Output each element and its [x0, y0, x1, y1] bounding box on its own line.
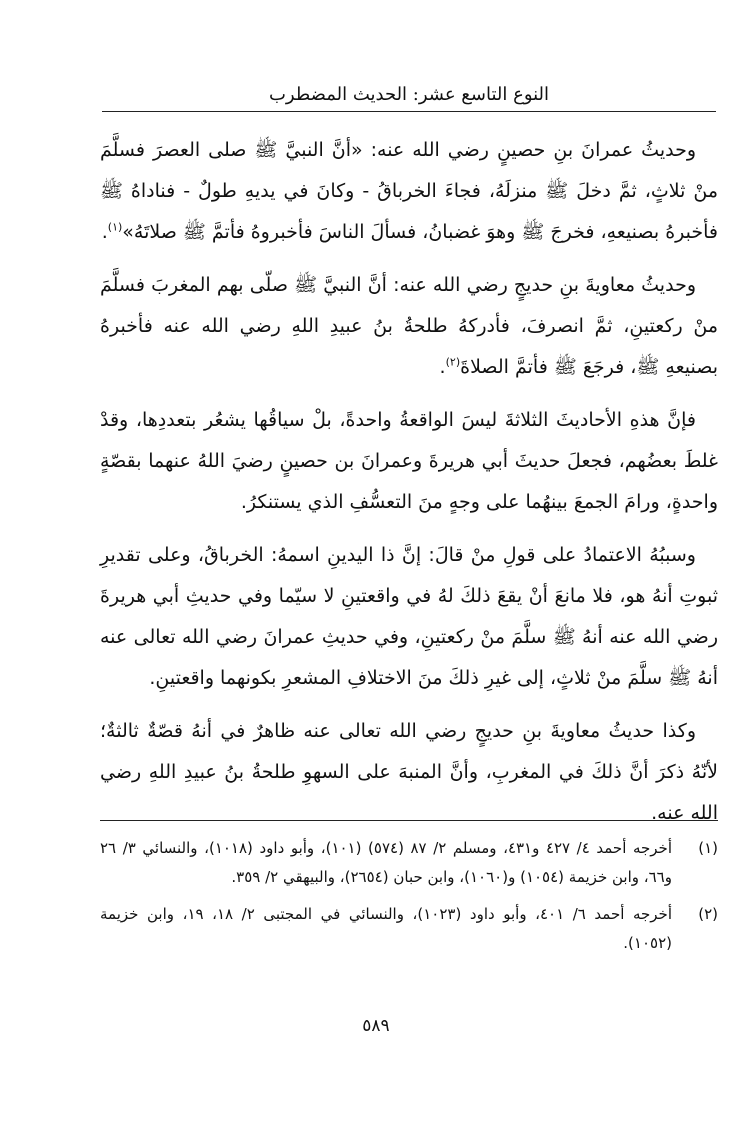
header-rule — [102, 111, 716, 112]
body-text — [100, 130, 718, 834]
paragraph-1-text: وحديثُ عمرانَ بنِ حصينٍ رضي الله عنه: «أنَّ النبيَّ ﷺ صلى العصرَ فسلَّمَ منْ ثلاثٍ، ثمَّ دخلَ ﷺ منزلَهُ، فجاءَ الخرباقُ - وكانَ في يديهِ طولٌ - فناداهُ ﷺ فأخبرهُ بصنيعهِ، فخرجَ ﷺ وهوَ غضبانُ، فسألَ الناسَ فأخبروهُ فأتمَّ ﷺ صلاتَهُ» — [100, 139, 718, 243]
paragraph-2-end: . — [439, 356, 446, 378]
paragraph-3: فإنَّ هذهِ الأحاديثَ الثلاثةَ ليسَ الواقعةُ واحدةً، بلْ سياقُها يشعُر بتعددِها، وقدْ غلطَ بعضُهم، فجعلَ حديثَ أبي هريرةَ وعمرانَ بن حصينٍ رضيَ اللهُ عنهما بقصّةٍ واحدةٍ، ورامَ الجمعَ بينهُما على وجهٍ منَ التعسُّفِ الذي يستنكرُ. — [100, 409, 718, 513]
footnote-rule — [100, 820, 718, 821]
paragraph-2-text: وحديثُ معاويةَ بنِ حديجٍ رضي الله عنه: أنَّ النبيَّ ﷺ صلّى بهم المغربَ فسلَّمَ منْ ركعتينِ، ثمَّ انصرفَ، فأدركهُ طلحةُ بنُ عبيدِ اللهِ رضي الله عنه فأخبرهُ بصنيعهِ ﷺ، فرجَعَ ﷺ فأتمَّ الصلاةَ — [100, 274, 718, 378]
paragraph-5: وكذا حديثُ معاويةَ بنِ حديجٍ رضي الله تعالى عنه ظاهرٌ في أنهُ قصّةٌ ثالثةٌ؛ لأنّهُ ذكرَ أنَّ ذلكَ في المغربِ، وأنَّ المنبهَ على السهوِ طلحةُ بنُ عبيدِ اللهِ رضي الله عنه. — [100, 720, 718, 824]
footnotes — [100, 834, 718, 966]
running-header: النوع التاسع عشر: الحديث المضطرب — [268, 84, 550, 105]
footnote-1-number: (١) — [698, 839, 718, 857]
paragraph-1-end: . — [101, 221, 108, 243]
footnote-ref-2: (٢) — [445, 355, 461, 369]
paragraph-2 — [100, 265, 718, 388]
footnote-2-text: أخرجه أحمد ٦/ ٤٠١، وأبو داود (١٠٢٣)، والنسائي في المجتبى ٢/ ١٨، ١٩، وابن خزيمة (١٠٥٢). — [100, 905, 672, 952]
footnote-2-number: (٢) — [698, 905, 718, 923]
paragraph-4: وسببُهُ الاعتمادُ على قولِ منْ قالَ: إنَّ ذا اليدينِ اسمهُ: الخرباقُ، وعلى تقديرِ ثبوتِ أنهُ هو، فلا مانعَ أنْ يقعَ ذلكَ لهُ في واقعتينِ لا سيّما وفي حديثِ أبي هريرةَ رضي الله عنه أنهُ ﷺ سلَّمَ منْ ركعتينِ، وفي حديثِ عمرانَ رضي الله تعالى عنه أنهُ ﷺ سلَّمَ منْ ثلاثٍ، إلى غيرِ ذلكَ منَ الاختلافِ المشعرِ بكونهما واقعتينِ. — [100, 544, 718, 689]
paragraph-1 — [100, 130, 718, 253]
footnote-1-text: أخرجه أحمد ٤/ ٤٢٧ و٤٣١، ومسلم ٢/ ٨٧ (٥٧٤) (١٠١)، وأبو داود (١٠١٨)، والنسائي ٣/ ٢٦ و٦٦، وابن خزيمة (١٠٥٤) و(١٠٦٠)، وابن حبان (٢٦٥٤)، والبيهقي ٢/ ٣٥٩. — [100, 839, 672, 886]
footnote-1 — [100, 834, 718, 892]
footnote-ref-1: (١) — [107, 220, 123, 234]
footnote-2 — [100, 900, 718, 958]
page-number: ٥٨٩ — [362, 1016, 390, 1036]
